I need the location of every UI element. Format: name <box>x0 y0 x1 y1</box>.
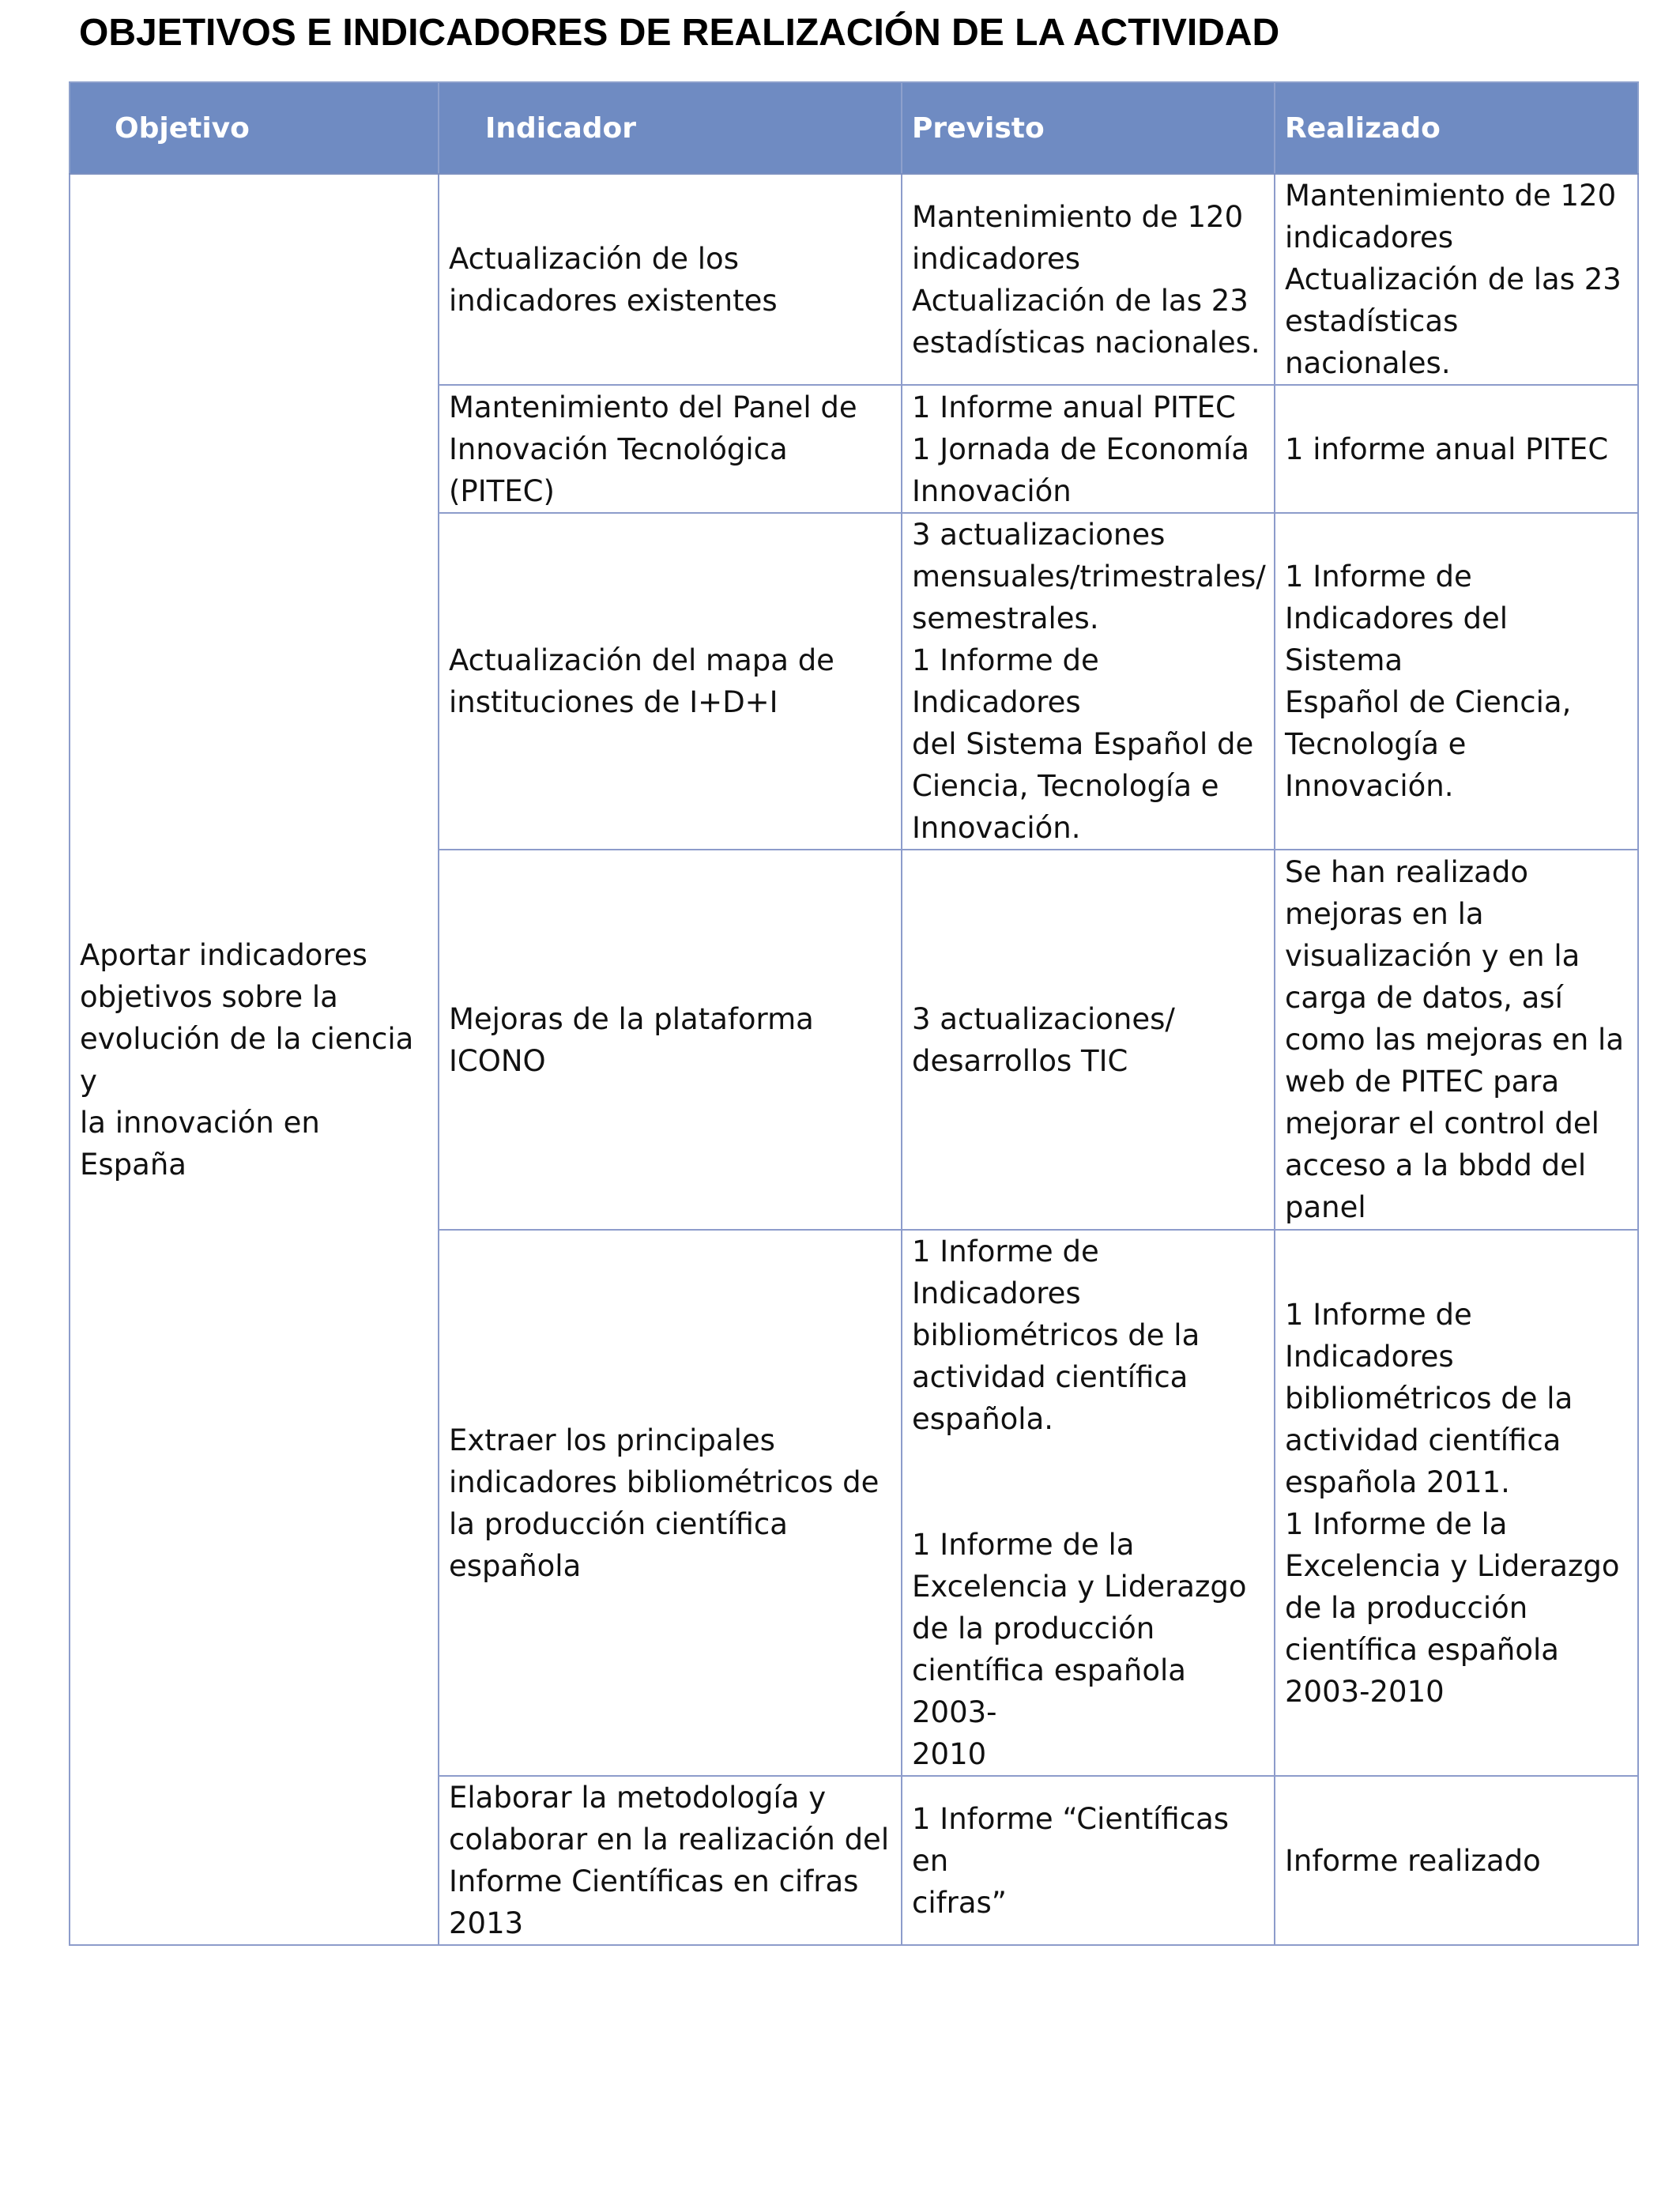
achieved-cell: Mantenimiento de 120 indicadores Actualización de las 23 estadísticas nacionales. <box>1275 174 1638 385</box>
achieved-cell: Informe realizado <box>1275 1776 1638 1945</box>
achieved-cell: 1 Informe de Indicadores bibliométricos de la actividad científica española 2011. 1 Informe de la Excelencia y Liderazgo de la producción científica española 2003-2010 <box>1275 1230 1638 1776</box>
achieved-cell: 1 Informe de Indicadores del Sistema Español de Ciencia, Tecnología e Innovación. <box>1275 513 1638 850</box>
indicator-cell: Mantenimiento del Panel de Innovación Tecnológica (PITEC) <box>439 385 902 513</box>
indicator-cell: Elaborar la metodología y colaborar en la realización del Informe Científicas en cifras 2013 <box>439 1776 902 1945</box>
indicator-cell: Actualización del mapa de instituciones de I+D+I <box>439 513 902 850</box>
indicator-cell: Extraer los principales indicadores bibliométricos de la producción científica española <box>439 1230 902 1776</box>
planned-item: 1 Informe de la Excelencia y Liderazgo de la producción científica española 2003- 2010 <box>912 1528 1247 1771</box>
planned-cell: 3 actualizaciones/ desarrollos TIC <box>902 850 1275 1230</box>
indicator-cell: Mejoras de la plataforma ICONO <box>439 850 902 1230</box>
achieved-cell: 1 informe anual PITEC <box>1275 385 1638 513</box>
spacer <box>912 1440 1264 1524</box>
header-realizado: Realizado <box>1275 82 1638 174</box>
page-title: OBJETIVOS E INDICADORES DE REALIZACIÓN DE LA ACTIVIDAD <box>79 12 1280 54</box>
planned-cell: 3 actualizaciones mensuales/trimestrales/ semestrales. 1 Informe de Indicadores del Sistema Español de Ciencia, Tecnología e Innovación. <box>902 513 1275 850</box>
header-indicador: Indicador <box>439 82 902 174</box>
planned-cell <box>902 1230 1275 1776</box>
header-objetivo: Objetivo <box>70 82 439 174</box>
objectives-table <box>69 81 1639 1946</box>
planned-cell: 1 Informe “Científicas en cifras” <box>902 1776 1275 1945</box>
header-previsto: Previsto <box>902 82 1275 174</box>
planned-item: 1 Informe de Indicadores bibliométricos de la actividad científica española. <box>912 1235 1200 1436</box>
objective-cell: Aportar indicadores objetivos sobre la evolución de la ciencia y la innovación en España <box>70 174 439 1945</box>
planned-cell: Mantenimiento de 120 indicadores Actualización de las 23 estadísticas nacionales. <box>902 174 1275 385</box>
achieved-cell: Se han realizado mejoras en la visualización y en la carga de datos, así como las mejoras en la web de PITEC para mejorar el control del acceso a la bbdd del panel <box>1275 850 1638 1230</box>
planned-cell: 1 Informe anual PITEC 1 Jornada de Economía Innovación <box>902 385 1275 513</box>
table-row <box>70 174 1638 385</box>
indicator-cell: Actualización de los indicadores existentes <box>439 174 902 385</box>
table-header-row <box>70 82 1638 174</box>
